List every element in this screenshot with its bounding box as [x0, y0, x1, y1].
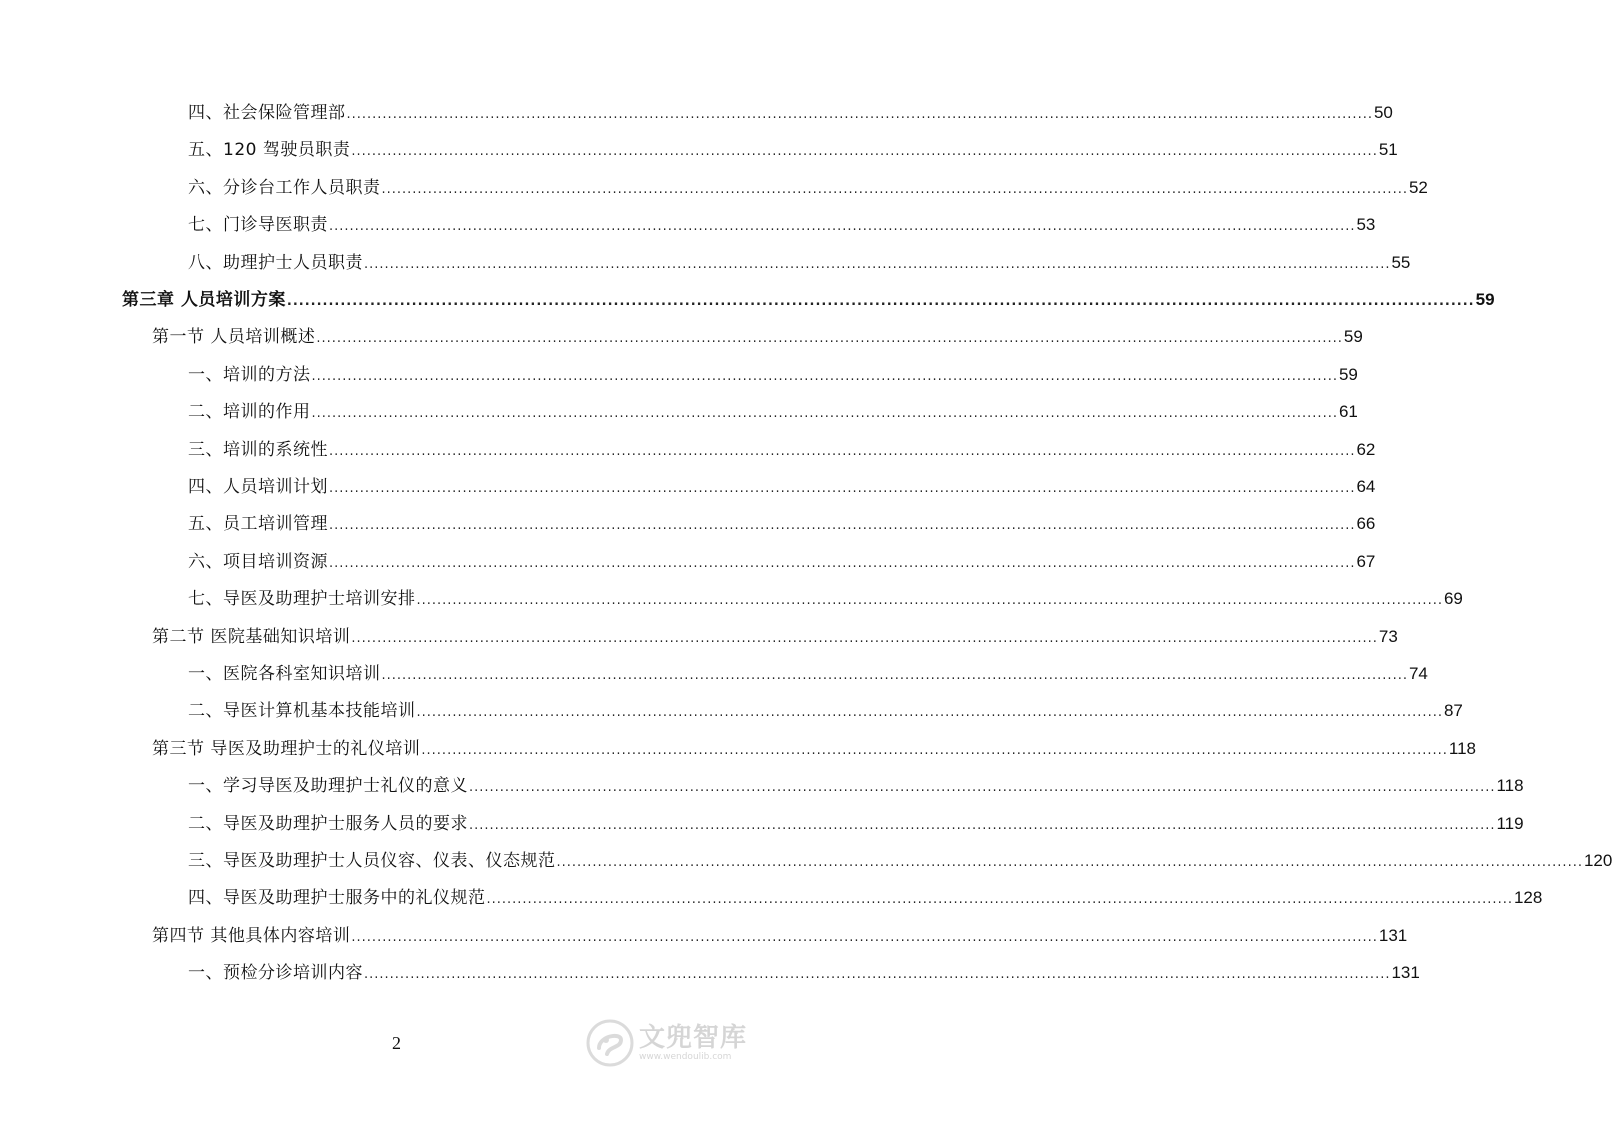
toc-entry[interactable] [152, 624, 1398, 650]
toc-entry[interactable] [152, 736, 1476, 762]
toc-entry-title: 七、门诊导医职责 [188, 215, 328, 236]
toc-leader-dots: ........................................................................................................................................................................................................ [469, 817, 1496, 833]
toc-leader-dots: ........................................................................................................................................................................................................ [351, 929, 1378, 945]
toc-entry-title: 六、分诊台工作人员职责 [188, 177, 381, 198]
toc-entry-title: 三、培训的系统性 [188, 439, 328, 460]
toc-entry-title: 四、社会保险管理部 [188, 103, 346, 123]
toc-entry[interactable] [188, 773, 1524, 799]
toc-leader-dots: ........................................................................................................................................................................................................ [346, 107, 1373, 122]
toc-entry[interactable] [188, 474, 1376, 500]
toc-entry-page: 120 [1583, 851, 1612, 870]
toc-entry-page: 53 [1356, 215, 1376, 235]
toc-entry-title: 五、120 驾驶员职责 [188, 140, 351, 161]
toc-leader-dots: ........................................................................................................................................................................................................ [316, 331, 1343, 347]
toc-entry[interactable] [122, 287, 1495, 313]
toc-entry[interactable] [188, 960, 1420, 986]
toc-entry-title: 一、培训的方法 [188, 364, 311, 385]
toc-entry[interactable] [188, 100, 1393, 126]
toc-entry-title: 第三章 人员培训方案 [122, 290, 286, 310]
page-number: 2 [392, 1033, 401, 1053]
toc-entry[interactable] [188, 137, 1398, 163]
toc-entry-page: 128 [1513, 888, 1543, 908]
toc-entry-page: 118 [1448, 738, 1476, 758]
toc-entry-title: 第一节 人员培训概述 [152, 327, 316, 348]
toc-leader-dots: ........................................................................................................................................................................................................ [329, 481, 1356, 496]
toc-entry-page: 131 [1378, 925, 1408, 945]
toc-entry-page: 64 [1356, 477, 1376, 496]
toc-entry-page: 118 [1496, 776, 1524, 796]
toc-entry-page: 59 [1338, 364, 1358, 384]
toc-leader-dots: ........................................................................................................................................................................................................ [556, 855, 1583, 870]
toc-entry-title: 四、人员培训计划 [188, 477, 328, 497]
toc-entry[interactable] [188, 661, 1428, 687]
toc-leader-dots: ........................................................................................................................................................................................................ [486, 892, 1513, 908]
toc-entry-title: 第三节 导医及助理护士的礼仪培训 [152, 738, 421, 759]
toc-entry[interactable] [188, 511, 1376, 537]
toc-leader-dots: ........................................................................................................................................................................................................ [416, 705, 1443, 721]
toc-entry-title: 一、预检分诊培训内容 [188, 963, 363, 984]
toc-entry-title: 八、助理护士人员职责 [188, 252, 363, 273]
toc-leader-dots: ........................................................................................................................................................................................................ [469, 780, 1496, 796]
toc-entry-page: 67 [1356, 551, 1376, 571]
toc-entry-page: 119 [1496, 813, 1524, 833]
toc-entry-title: 一、医院各科室知识培训 [188, 664, 381, 684]
toc-entry-title: 第二节 医院基础知识培训 [152, 626, 351, 647]
toc-entry-title: 七、导医及助理护士培训安排 [188, 589, 416, 610]
toc-leader-dots: ........................................................................................................................................................................................................ [381, 181, 1408, 197]
toc-entry-title: 三、导医及助理护士人员仪容、仪表、仪态规范 [188, 851, 556, 871]
toc-entry-page: 66 [1356, 514, 1376, 534]
toc-entry-title: 二、导医计算机基本技能培训 [188, 701, 416, 722]
toc-entry-title: 五、员工培训管理 [188, 514, 328, 535]
toc-leader-dots: ........................................................................................................................................................................................................ [381, 668, 1408, 683]
toc-entry-page: 69 [1443, 589, 1463, 609]
toc-leader-dots: ........................................................................................................................................................................................................ [329, 443, 1356, 459]
watermark-logo-icon [585, 1018, 635, 1068]
toc-entry[interactable] [188, 698, 1463, 724]
toc-entry[interactable] [152, 923, 1408, 949]
toc-entry[interactable] [188, 811, 1524, 837]
toc-entry-page: 131 [1391, 963, 1420, 983]
toc-leader-dots: ........................................................................................................................................................................................................ [416, 593, 1443, 609]
watermark-name: 文兜智库 [639, 1022, 748, 1053]
toc-entry[interactable] [188, 175, 1428, 201]
toc-entry-page: 61 [1338, 402, 1358, 422]
toc-entry-page: 73 [1378, 626, 1398, 646]
toc-leader-dots: ........................................................................................................................................................................................................ [311, 368, 1338, 384]
watermark [585, 1018, 747, 1068]
toc-leader-dots: ........................................................................................................................................................................................................ [329, 518, 1356, 534]
toc-entry-page: 59 [1475, 290, 1495, 309]
toc-leader-dots: ........................................................................................................................................................................................................ [311, 406, 1338, 422]
toc-entry-page: 52 [1408, 177, 1428, 197]
toc-entry[interactable] [188, 586, 1463, 612]
toc-entry-title: 二、导医及助理护士服务人员的要求 [188, 813, 468, 834]
toc-entry-page: 51 [1378, 140, 1398, 160]
toc-entry-title: 一、学习导医及助理护士礼仪的意义 [188, 776, 468, 797]
toc-entry-page: 87 [1443, 701, 1463, 721]
toc-entry-page: 59 [1343, 327, 1363, 347]
toc-entry-title: 第四节 其他具体内容培训 [152, 925, 351, 946]
toc-leader-dots: ........................................................................................................................................................................................................ [364, 967, 1391, 983]
toc-leader-dots: ........................................................................................................................................................................................................ [364, 256, 1391, 272]
toc-entry[interactable] [188, 250, 1411, 276]
toc-entry[interactable] [188, 362, 1358, 388]
toc-entry[interactable] [188, 549, 1376, 575]
toc-entry-title: 四、导医及助理护士服务中的礼仪规范 [188, 888, 486, 909]
toc-entry-page: 55 [1391, 252, 1411, 272]
toc-entry-page: 50 [1373, 103, 1393, 122]
toc-leader-dots: ........................................................................................................................................................................................................ [351, 144, 1378, 160]
toc-entry-title: 二、培训的作用 [188, 402, 311, 423]
toc-leader-dots: ........................................................................................................................................................................................................ [421, 742, 1448, 758]
toc-entry[interactable] [188, 212, 1376, 238]
toc-entry-page: 62 [1356, 439, 1376, 459]
toc-entry[interactable] [152, 324, 1363, 350]
toc-leader-dots: ........................................................................................................................................................................................................ [286, 294, 1475, 309]
watermark-url: www.wendoulib.com [639, 1051, 732, 1062]
toc-entry[interactable] [188, 848, 1612, 874]
toc-entry[interactable] [188, 399, 1358, 425]
toc-leader-dots: ........................................................................................................................................................................................................ [329, 555, 1356, 571]
toc-entry-title: 六、项目培训资源 [188, 551, 328, 572]
toc-entry[interactable] [188, 437, 1376, 463]
toc-entry-page: 74 [1408, 664, 1428, 683]
toc-leader-dots: ........................................................................................................................................................................................................ [351, 630, 1378, 646]
toc-entry[interactable] [188, 885, 1543, 911]
toc-leader-dots: ........................................................................................................................................................................................................ [329, 219, 1356, 235]
